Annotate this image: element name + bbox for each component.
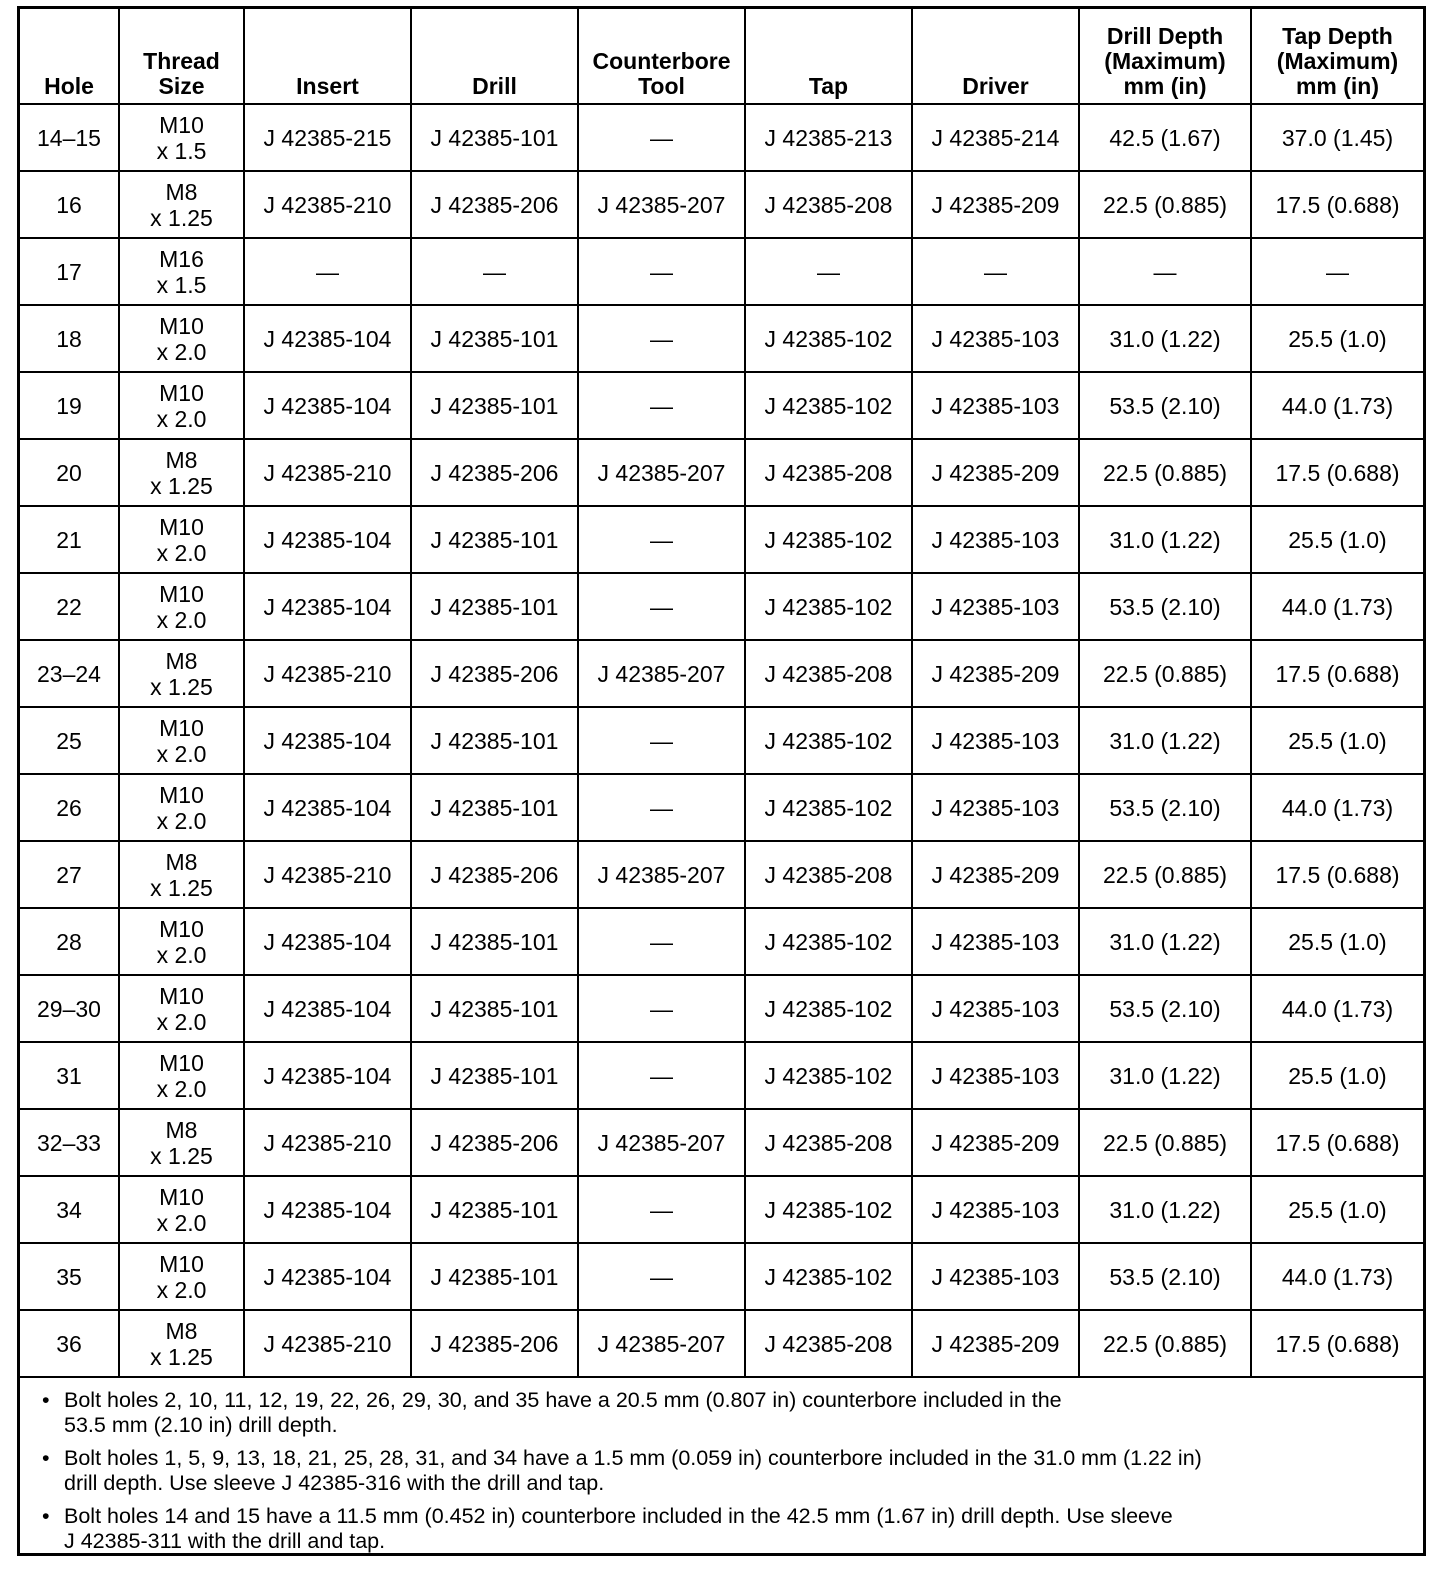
cell-counterbore-tool: —: [578, 573, 745, 640]
cell-tap: J 42385-102: [745, 774, 912, 841]
cell-insert: J 42385-210: [244, 841, 411, 908]
header-drill-depth: Drill Depth (Maximum) mm (in): [1079, 9, 1251, 104]
cell-tap: J 42385-208: [745, 640, 912, 707]
cell-drill-depth: 22.5 (0.885): [1079, 171, 1251, 238]
cell-drill-depth: 53.5 (2.10): [1079, 1243, 1251, 1310]
cell-counterbore-tool: —: [578, 1243, 745, 1310]
cell-hole: 19: [20, 372, 119, 439]
cell-drill-depth: 31.0 (1.22): [1079, 1176, 1251, 1243]
note-item: [42, 1388, 1409, 1438]
cell-driver: J 42385-103: [912, 975, 1079, 1042]
cell-thread-size: M10 x 2.0: [119, 305, 244, 372]
cell-insert: J 42385-104: [244, 1176, 411, 1243]
cell-thread-size: M10 x 2.0: [119, 774, 244, 841]
cell-drill: J 42385-101: [411, 1042, 578, 1109]
cell-driver: J 42385-103: [912, 774, 1079, 841]
table-row: [20, 1109, 1423, 1176]
cell-drill-depth: 53.5 (2.10): [1079, 774, 1251, 841]
cell-drill-depth: 31.0 (1.22): [1079, 707, 1251, 774]
cell-hole: 32–33: [20, 1109, 119, 1176]
cell-tap-depth: 44.0 (1.73): [1251, 774, 1423, 841]
tool-spec-table: [20, 9, 1423, 1378]
cell-driver: J 42385-103: [912, 1243, 1079, 1310]
cell-drill-depth: 22.5 (0.885): [1079, 439, 1251, 506]
table-row: [20, 774, 1423, 841]
cell-tap-depth: —: [1251, 238, 1423, 305]
cell-tap: J 42385-102: [745, 908, 912, 975]
cell-counterbore-tool: —: [578, 506, 745, 573]
cell-hole: 29–30: [20, 975, 119, 1042]
cell-drill-depth: 31.0 (1.22): [1079, 1042, 1251, 1109]
cell-drill: J 42385-101: [411, 975, 578, 1042]
table-row: [20, 1310, 1423, 1377]
cell-driver: J 42385-214: [912, 104, 1079, 171]
header-tap: Tap: [745, 9, 912, 104]
cell-thread-size: M10 x 2.0: [119, 372, 244, 439]
cell-drill: J 42385-101: [411, 573, 578, 640]
cell-tap-depth: 25.5 (1.0): [1251, 707, 1423, 774]
cell-driver: J 42385-103: [912, 573, 1079, 640]
note-item: [42, 1504, 1409, 1554]
cell-driver: J 42385-103: [912, 707, 1079, 774]
note-line: Bolt holes 2, 10, 11, 12, 19, 22, 26, 29, 30, and 35 have a 20.5 mm (0.807 in) counterbore included in the: [64, 1388, 1062, 1412]
header-hole: Hole: [20, 9, 119, 104]
cell-tap: J 42385-208: [745, 1310, 912, 1377]
cell-drill: J 42385-101: [411, 506, 578, 573]
cell-drill: J 42385-101: [411, 1176, 578, 1243]
cell-driver: J 42385-209: [912, 640, 1079, 707]
cell-hole: 35: [20, 1243, 119, 1310]
cell-counterbore-tool: J 42385-207: [578, 171, 745, 238]
cell-hole: 21: [20, 506, 119, 573]
cell-thread-size: M10 x 2.0: [119, 975, 244, 1042]
table-row: [20, 908, 1423, 975]
note-line: Bolt holes 14 and 15 have a 11.5 mm (0.452 in) counterbore included in the 42.5 mm (1.67 in) drill depth. Use sleeve: [64, 1504, 1173, 1528]
cell-tap: J 42385-102: [745, 1243, 912, 1310]
cell-driver: J 42385-103: [912, 1176, 1079, 1243]
cell-thread-size: M10 x 1.5: [119, 104, 244, 171]
cell-drill: J 42385-206: [411, 439, 578, 506]
cell-insert: J 42385-210: [244, 640, 411, 707]
cell-insert: J 42385-210: [244, 1109, 411, 1176]
header-counterbore-tool: Counterbore Tool: [578, 9, 745, 104]
cell-hole: 20: [20, 439, 119, 506]
table-row: [20, 841, 1423, 908]
cell-tap: J 42385-102: [745, 975, 912, 1042]
cell-tap: J 42385-208: [745, 171, 912, 238]
table-row: [20, 573, 1423, 640]
cell-counterbore-tool: J 42385-207: [578, 841, 745, 908]
cell-thread-size: M10 x 2.0: [119, 1243, 244, 1310]
cell-driver: J 42385-103: [912, 506, 1079, 573]
cell-thread-size: M8 x 1.25: [119, 439, 244, 506]
cell-hole: 18: [20, 305, 119, 372]
cell-insert: J 42385-104: [244, 506, 411, 573]
cell-drill: J 42385-206: [411, 1310, 578, 1377]
cell-drill: —: [411, 238, 578, 305]
table-row: [20, 640, 1423, 707]
cell-driver: J 42385-209: [912, 841, 1079, 908]
cell-tap-depth: 44.0 (1.73): [1251, 372, 1423, 439]
cell-tap-depth: 44.0 (1.73): [1251, 1243, 1423, 1310]
cell-counterbore-tool: J 42385-207: [578, 1109, 745, 1176]
table-row: [20, 975, 1423, 1042]
cell-drill-depth: 31.0 (1.22): [1079, 506, 1251, 573]
cell-drill: J 42385-101: [411, 1243, 578, 1310]
bullet-icon: •: [42, 1446, 50, 1470]
table-row: [20, 1042, 1423, 1109]
cell-drill: J 42385-206: [411, 1109, 578, 1176]
bullet-icon: •: [42, 1504, 50, 1528]
cell-tap-depth: 25.5 (1.0): [1251, 1176, 1423, 1243]
table-row: [20, 171, 1423, 238]
cell-thread-size: M10 x 2.0: [119, 908, 244, 975]
cell-counterbore-tool: —: [578, 238, 745, 305]
cell-insert: J 42385-104: [244, 975, 411, 1042]
cell-tap-depth: 25.5 (1.0): [1251, 305, 1423, 372]
cell-hole: 34: [20, 1176, 119, 1243]
cell-driver: J 42385-209: [912, 1109, 1079, 1176]
table-row: [20, 439, 1423, 506]
cell-drill-depth: 22.5 (0.885): [1079, 1310, 1251, 1377]
cell-tap-depth: 25.5 (1.0): [1251, 1042, 1423, 1109]
table-row: [20, 707, 1423, 774]
cell-counterbore-tool: —: [578, 774, 745, 841]
cell-insert: J 42385-104: [244, 573, 411, 640]
cell-drill-depth: 31.0 (1.22): [1079, 908, 1251, 975]
cell-thread-size: M8 x 1.25: [119, 171, 244, 238]
cell-hole: 23–24: [20, 640, 119, 707]
table-row: [20, 506, 1423, 573]
cell-driver: J 42385-103: [912, 305, 1079, 372]
table-row: [20, 1176, 1423, 1243]
cell-counterbore-tool: —: [578, 975, 745, 1042]
notes-section: [20, 1378, 1423, 1554]
table-row: [20, 305, 1423, 372]
cell-counterbore-tool: J 42385-207: [578, 640, 745, 707]
cell-tap: J 42385-102: [745, 1042, 912, 1109]
cell-tap: —: [745, 238, 912, 305]
cell-tap-depth: 37.0 (1.45): [1251, 104, 1423, 171]
cell-tap-depth: 17.5 (0.688): [1251, 841, 1423, 908]
cell-hole: 36: [20, 1310, 119, 1377]
table-row: [20, 104, 1423, 171]
cell-drill-depth: 22.5 (0.885): [1079, 1109, 1251, 1176]
cell-tap: J 42385-213: [745, 104, 912, 171]
cell-insert: J 42385-104: [244, 707, 411, 774]
cell-tap-depth: 17.5 (0.688): [1251, 171, 1423, 238]
cell-insert: J 42385-104: [244, 1042, 411, 1109]
cell-drill: J 42385-101: [411, 305, 578, 372]
table-row: [20, 238, 1423, 305]
note-line: J 42385-311 with the drill and tap.: [64, 1529, 386, 1553]
cell-thread-size: M10 x 2.0: [119, 573, 244, 640]
cell-drill: J 42385-206: [411, 640, 578, 707]
header-drill: Drill: [411, 9, 578, 104]
cell-driver: J 42385-103: [912, 1042, 1079, 1109]
cell-hole: 16: [20, 171, 119, 238]
cell-hole: 28: [20, 908, 119, 975]
header-thread-size: Thread Size: [119, 9, 244, 104]
header-row: [20, 9, 1423, 104]
cell-tap-depth: 17.5 (0.688): [1251, 640, 1423, 707]
cell-driver: —: [912, 238, 1079, 305]
cell-tap: J 42385-208: [745, 439, 912, 506]
cell-counterbore-tool: —: [578, 1042, 745, 1109]
cell-thread-size: M8 x 1.25: [119, 1109, 244, 1176]
table-row: [20, 1243, 1423, 1310]
cell-insert: J 42385-104: [244, 908, 411, 975]
note-line: Bolt holes 1, 5, 9, 13, 18, 21, 25, 28, 31, and 34 have a 1.5 mm (0.059 in) counterbore included in the 31.0 mm (1.22 in): [64, 1446, 1202, 1470]
cell-hole: 31: [20, 1042, 119, 1109]
cell-tap: J 42385-102: [745, 573, 912, 640]
cell-hole: 22: [20, 573, 119, 640]
cell-tap: J 42385-102: [745, 506, 912, 573]
cell-drill: J 42385-206: [411, 171, 578, 238]
cell-drill-depth: —: [1079, 238, 1251, 305]
note-item: [42, 1446, 1409, 1496]
cell-hole: 26: [20, 774, 119, 841]
cell-counterbore-tool: J 42385-207: [578, 1310, 745, 1377]
cell-drill: J 42385-101: [411, 372, 578, 439]
table-row: [20, 372, 1423, 439]
cell-driver: J 42385-209: [912, 439, 1079, 506]
cell-counterbore-tool: —: [578, 372, 745, 439]
cell-counterbore-tool: —: [578, 908, 745, 975]
cell-thread-size: M16 x 1.5: [119, 238, 244, 305]
cell-counterbore-tool: —: [578, 1176, 745, 1243]
cell-hole: 27: [20, 841, 119, 908]
cell-tap: J 42385-208: [745, 1109, 912, 1176]
cell-thread-size: M8 x 1.25: [119, 1310, 244, 1377]
cell-tap-depth: 44.0 (1.73): [1251, 975, 1423, 1042]
cell-tap: J 42385-102: [745, 372, 912, 439]
spec-sheet: [17, 6, 1426, 1556]
cell-drill-depth: 31.0 (1.22): [1079, 305, 1251, 372]
cell-insert: J 42385-210: [244, 439, 411, 506]
cell-drill: J 42385-101: [411, 707, 578, 774]
note-line: 53.5 mm (2.10 in) drill depth.: [64, 1413, 338, 1437]
cell-hole: 17: [20, 238, 119, 305]
cell-counterbore-tool: —: [578, 305, 745, 372]
cell-driver: J 42385-103: [912, 372, 1079, 439]
cell-insert: J 42385-210: [244, 171, 411, 238]
cell-thread-size: M10 x 2.0: [119, 707, 244, 774]
cell-insert: —: [244, 238, 411, 305]
cell-tap-depth: 17.5 (0.688): [1251, 1109, 1423, 1176]
cell-drill-depth: 22.5 (0.885): [1079, 640, 1251, 707]
cell-thread-size: M8 x 1.25: [119, 640, 244, 707]
cell-insert: J 42385-215: [244, 104, 411, 171]
cell-drill: J 42385-101: [411, 104, 578, 171]
cell-driver: J 42385-209: [912, 1310, 1079, 1377]
cell-tap: J 42385-102: [745, 1176, 912, 1243]
cell-insert: J 42385-104: [244, 372, 411, 439]
cell-hole: 14–15: [20, 104, 119, 171]
cell-drill-depth: 42.5 (1.67): [1079, 104, 1251, 171]
cell-thread-size: M10 x 2.0: [119, 506, 244, 573]
header-tap-depth: Tap Depth (Maximum) mm (in): [1251, 9, 1423, 104]
cell-tap: J 42385-102: [745, 305, 912, 372]
cell-thread-size: M10 x 2.0: [119, 1176, 244, 1243]
cell-tap: J 42385-102: [745, 707, 912, 774]
cell-tap-depth: 44.0 (1.73): [1251, 573, 1423, 640]
cell-drill: J 42385-101: [411, 774, 578, 841]
cell-insert: J 42385-104: [244, 774, 411, 841]
cell-insert: J 42385-210: [244, 1310, 411, 1377]
cell-counterbore-tool: —: [578, 707, 745, 774]
cell-drill-depth: 53.5 (2.10): [1079, 372, 1251, 439]
cell-drill-depth: 53.5 (2.10): [1079, 975, 1251, 1042]
cell-counterbore-tool: —: [578, 104, 745, 171]
note-line: drill depth. Use sleeve J 42385-316 with the drill and tap.: [64, 1471, 605, 1495]
cell-tap-depth: 17.5 (0.688): [1251, 439, 1423, 506]
cell-tap-depth: 17.5 (0.688): [1251, 1310, 1423, 1377]
cell-hole: 25: [20, 707, 119, 774]
cell-driver: J 42385-103: [912, 908, 1079, 975]
cell-drill: J 42385-101: [411, 908, 578, 975]
header-insert: Insert: [244, 9, 411, 104]
cell-insert: J 42385-104: [244, 305, 411, 372]
cell-drill: J 42385-206: [411, 841, 578, 908]
cell-drill-depth: 22.5 (0.885): [1079, 841, 1251, 908]
cell-insert: J 42385-104: [244, 1243, 411, 1310]
header-driver: Driver: [912, 9, 1079, 104]
cell-counterbore-tool: J 42385-207: [578, 439, 745, 506]
bullet-icon: •: [42, 1388, 50, 1412]
cell-tap-depth: 25.5 (1.0): [1251, 908, 1423, 975]
cell-thread-size: M8 x 1.25: [119, 841, 244, 908]
cell-driver: J 42385-209: [912, 171, 1079, 238]
cell-drill-depth: 53.5 (2.10): [1079, 573, 1251, 640]
cell-thread-size: M10 x 2.0: [119, 1042, 244, 1109]
cell-tap-depth: 25.5 (1.0): [1251, 506, 1423, 573]
cell-tap: J 42385-208: [745, 841, 912, 908]
